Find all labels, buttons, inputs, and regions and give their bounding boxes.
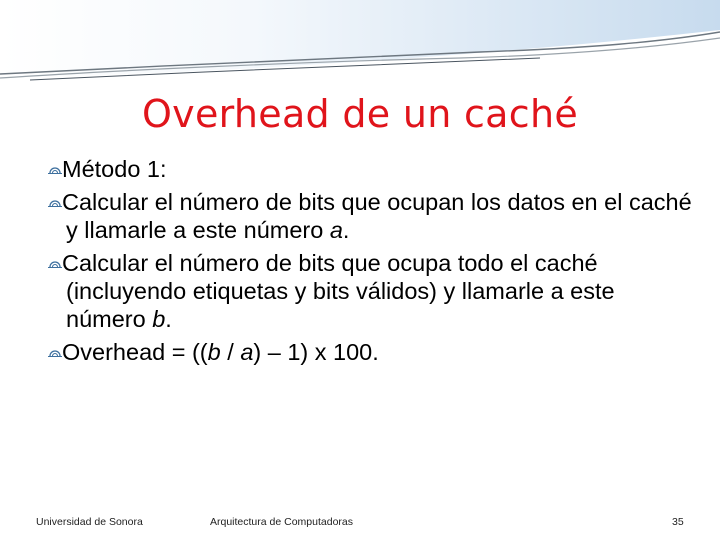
bullet-text: Calcular el número de bits que ocupa todo el caché (incluyendo etiquetas y bits válidos) y llamarle a este número [62,250,615,332]
bullet-text: . [342,217,350,243]
bullet-list [18,155,698,371]
bullet-text: Overhead = (( [62,339,208,365]
footer-page-number: 35 [672,516,684,528]
footer-course: Arquitectura de Computadoras [210,516,353,528]
sun-swirl-icon [48,257,62,269]
bullet-item [18,249,698,333]
bullet-item [18,155,698,183]
header-wave-decoration [0,0,720,90]
bullet-item [18,188,698,244]
bullet-item [18,338,698,366]
sun-swirl-icon [48,196,62,208]
variable-text: a [329,217,343,243]
variable-text: b [207,339,221,365]
sun-swirl-icon [48,163,62,175]
variable-text: b [152,306,166,332]
bullet-text: ) – 1) x 100. [253,339,379,365]
slide-title: Overhead de un caché [141,92,579,136]
sun-swirl-icon [48,346,62,358]
variable-text: a [240,339,254,365]
bullet-text: Calcular el número de bits que ocupan los datos en el caché y llamarle a este número [62,189,692,243]
bullet-text: Método 1: [62,156,167,182]
bullet-text: / [220,339,241,365]
bullet-text: . [165,306,172,332]
footer-institution: Universidad de Sonora [36,516,143,528]
